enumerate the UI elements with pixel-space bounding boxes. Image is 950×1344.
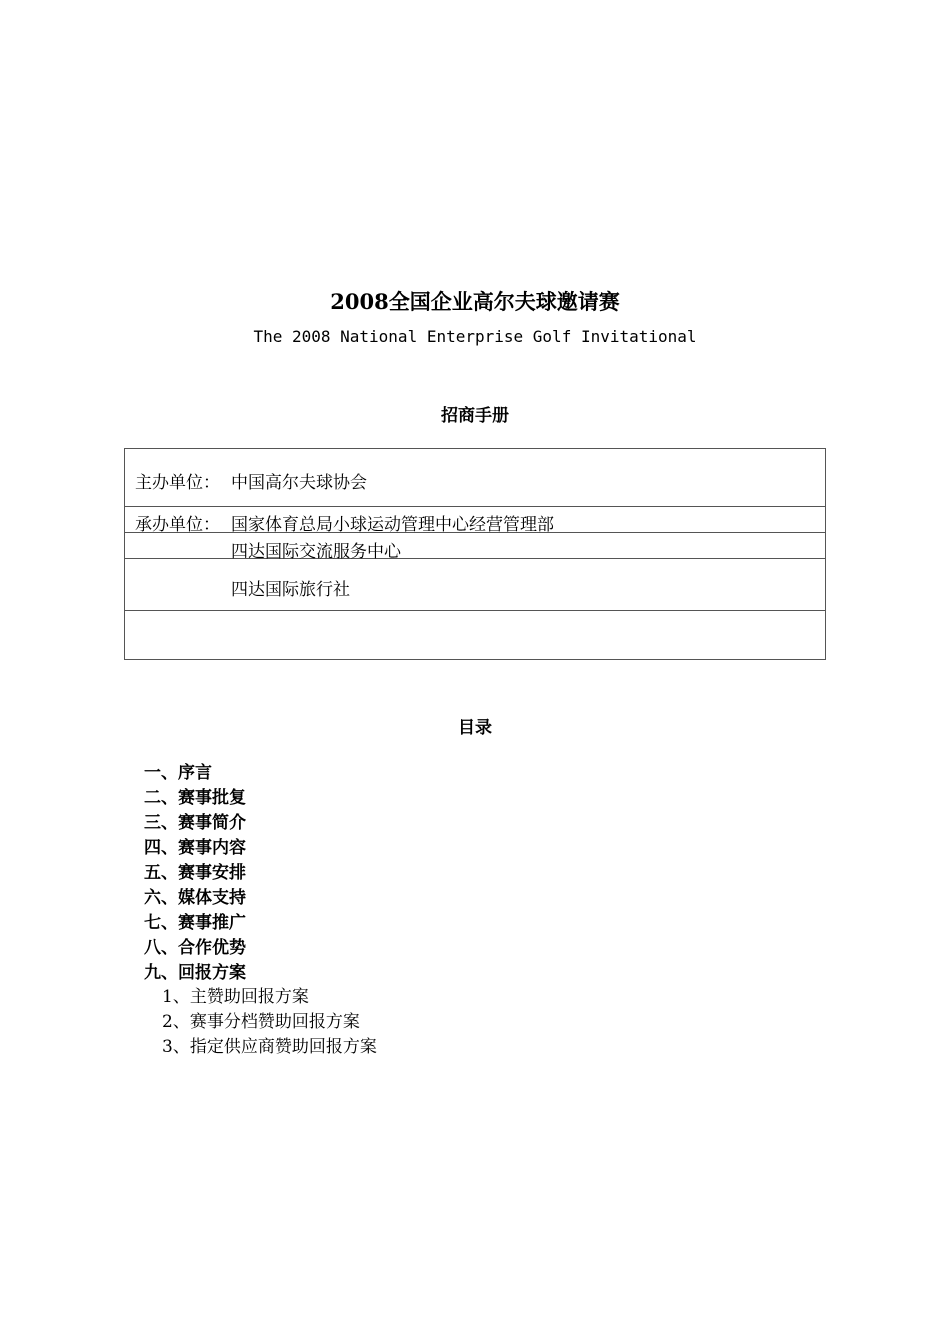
toc-title: 目录 — [458, 718, 492, 738]
toc-item: 三、赛事简介 — [144, 813, 246, 833]
page-subtitle: The 2008 National Enterprise Golf Invitational — [253, 327, 697, 346]
undertaker-value: 四达国际交流服务中心 — [231, 542, 401, 562]
toc-item: 七、赛事推广 — [144, 913, 246, 933]
toc-item: 五、赛事安排 — [144, 863, 246, 883]
undertaker-row — [125, 507, 825, 533]
toc-sub-item: 1、主赞助回报方案 — [162, 987, 309, 1007]
toc-sub-item: 2、赛事分档赞助回报方案 — [162, 1012, 360, 1032]
toc-item: 一、序言 — [144, 763, 212, 783]
organizer-table — [124, 448, 826, 660]
undertaker-value: 四达国际旅行社 — [231, 580, 350, 600]
host-label: 主办单位： — [135, 473, 220, 493]
toc-list — [144, 761, 246, 986]
host-row — [125, 449, 825, 507]
undertaker-row — [125, 559, 825, 611]
empty-row — [125, 611, 825, 659]
undertaker-label: 承办单位： — [135, 515, 220, 535]
toc-sub-item: 3、指定供应商赞助回报方案 — [162, 1037, 377, 1057]
toc-item: 二、赛事批复 — [144, 788, 246, 808]
toc-item: 六、媒体支持 — [144, 888, 246, 908]
document-type-heading: 招商手册 — [441, 406, 509, 426]
undertaker-row — [125, 533, 825, 562]
toc-item: 八、合作优势 — [144, 938, 246, 958]
toc-item: 四、赛事内容 — [144, 838, 246, 858]
undertaker-value: 国家体育总局小球运动管理中心经营管理部 — [231, 515, 554, 535]
host-value: 中国高尔夫球协会 — [231, 473, 367, 493]
page-title: 2008全国企业高尔夫球邀请赛 — [330, 289, 620, 314]
toc-sub-list — [162, 985, 377, 1060]
toc-item: 九、回报方案 — [144, 963, 246, 983]
